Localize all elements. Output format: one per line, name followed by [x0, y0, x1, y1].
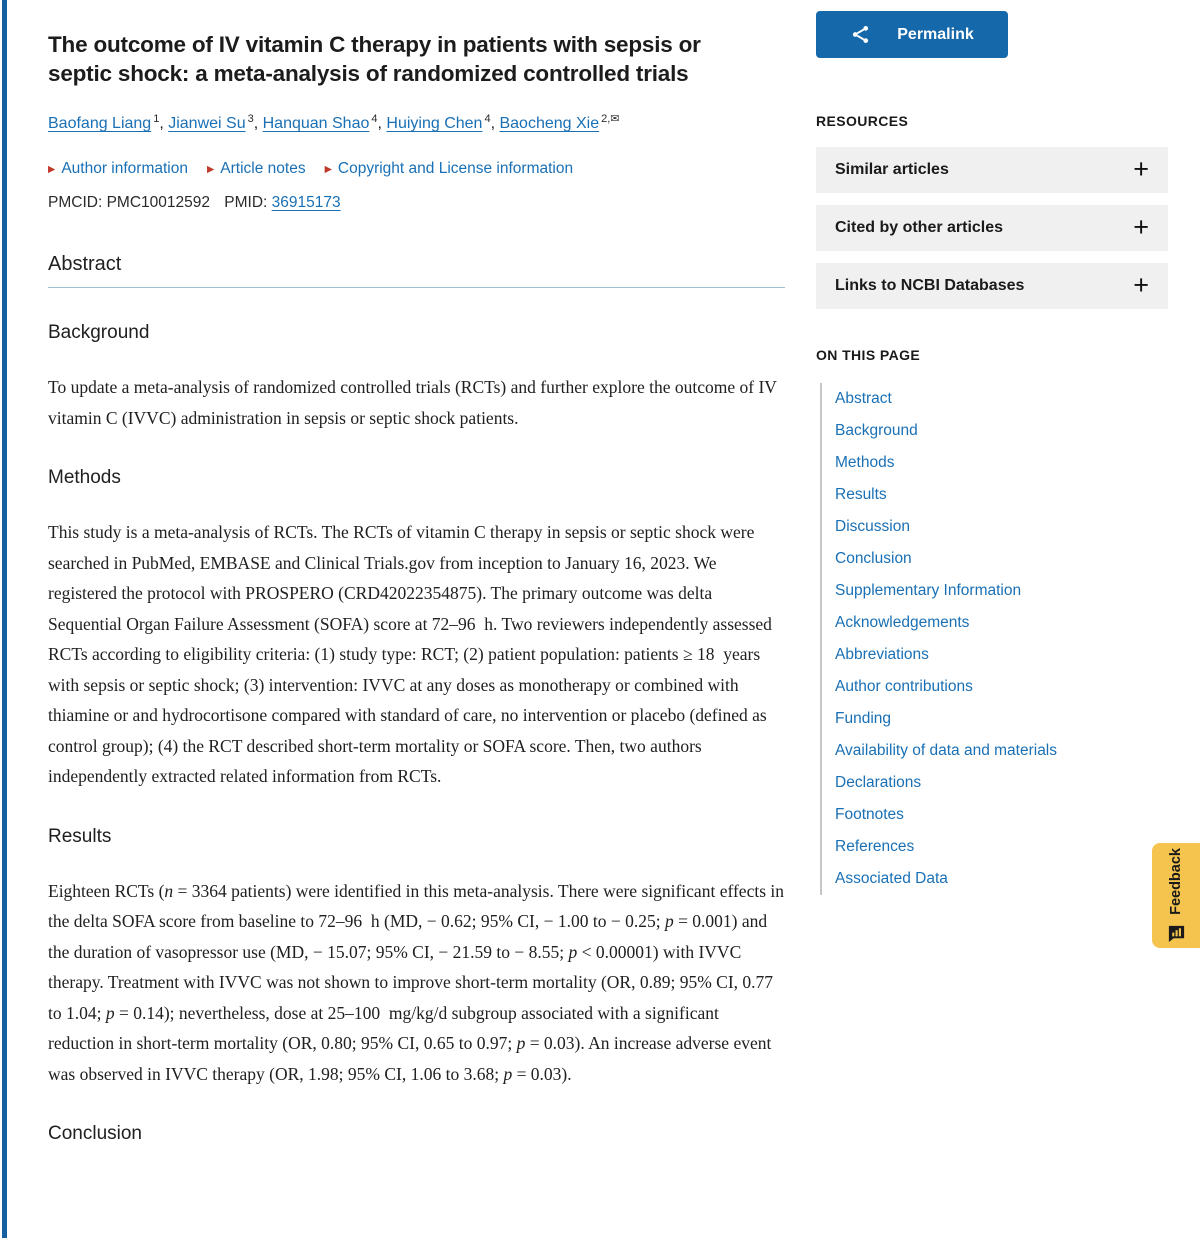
toc-link-abstract[interactable]: Abstract	[835, 390, 892, 407]
article-identifiers	[48, 194, 785, 212]
toc-link-discussion[interactable]: Discussion	[835, 518, 910, 535]
plus-icon: +	[1133, 211, 1149, 242]
author-link[interactable]: Jianwei Su	[168, 115, 246, 133]
author-information-link[interactable]: Author information	[61, 160, 188, 178]
page-accent-bar	[2, 0, 7, 1238]
toc-link-methods[interactable]: Methods	[835, 454, 895, 471]
author: Jianwei Su $^3$,	[168, 113, 263, 133]
author: Huiying Chen $^4$,	[386, 113, 500, 133]
pmcid-value: PMC10012592	[106, 194, 210, 212]
permalink-label: Permalink	[897, 25, 974, 43]
pmid-link[interactable]: 36915173	[271, 194, 341, 212]
article-main	[48, 30, 785, 1145]
toc-item	[835, 639, 1168, 671]
feedback-label: Feedback	[1168, 848, 1184, 915]
pmid-label: PMID:	[224, 194, 272, 212]
permalink-button[interactable]	[816, 11, 1008, 58]
author: Baofang Liang $^1$,	[48, 113, 169, 133]
methods-paragraph: This study is a meta-analysis of RCTs. The RCTs of vitamin C therapy in sepsis or septic shock were searched in PubMed, EMBASE and Clinical Trials.gov from inception to January 16, 2023. We registered the protocol with PROSPERO (CRD42022354875). The primary outcome was delta Sequential Organ Failure Assessment (SOFA) score at 72–96 h. Two reviewers independently assessed RCTs according to eligibility criteria: (1) study type: RCT; (2) patient population: patients ≥ 18 years with sepsis or septic shock; (3) intervention: IVVC at any doses as monotherapy or combined with thiamine or and hydrocortisone compared with standard of care, no intervention or placebo (defined as control group); (4) the RCT described short-term mortality or SOFA score. Then, two authors independently extracted related information from RCTs.	[48, 522, 772, 787]
conclusion-heading: Conclusion	[48, 1123, 142, 1145]
accordion-label: Cited by other articles	[835, 219, 1004, 236]
plus-icon: +	[1133, 269, 1149, 300]
triangle-icon: ▶	[324, 163, 332, 175]
toc-item	[835, 671, 1168, 703]
toc-link-results[interactable]: Results	[835, 486, 887, 503]
toc-item	[835, 831, 1168, 863]
accordion-label: Similar articles	[835, 161, 949, 178]
author-link[interactable]: Baofang Liang	[48, 115, 152, 133]
toc-item	[835, 447, 1168, 479]
author-link[interactable]: Hanquan Shao	[262, 115, 370, 133]
methods-heading: Methods	[48, 467, 121, 489]
toc-item	[835, 479, 1168, 511]
toc-link-supplementary-information[interactable]: Supplementary Information	[835, 582, 1022, 599]
accordion-cited-by[interactable]	[816, 205, 1168, 251]
toc-link-references[interactable]: References	[835, 838, 915, 855]
resources-accordions	[816, 147, 1168, 309]
plus-icon: +	[1133, 153, 1149, 184]
meta-link-item	[207, 160, 306, 178]
accordion-label: Links to NCBI Databases	[835, 277, 1025, 294]
toc-link-acknowledgements[interactable]: Acknowledgements	[835, 614, 970, 631]
toc-item	[835, 415, 1168, 447]
toc-item	[835, 767, 1168, 799]
toc-item	[835, 383, 1168, 415]
results-heading: Results	[48, 825, 112, 847]
background-paragraph: To update a meta-analysis of randomized controlled trials (RCTs) and further explore the outcome of IV vitamin C (IVVC) administration in sepsis or septic shock patients.	[48, 377, 777, 428]
toc-link-author-contributions[interactable]: Author contributions	[835, 678, 973, 695]
accordion-similar-articles[interactable]	[816, 147, 1168, 193]
toc-link-declarations[interactable]: Declarations	[835, 774, 922, 791]
author-link[interactable]: Baocheng Xie	[499, 115, 600, 133]
toc-link-availability[interactable]: Availability of data and materials	[835, 742, 1058, 759]
toc-link-footnotes[interactable]: Footnotes	[835, 806, 904, 823]
toc-item	[835, 799, 1168, 831]
email-icon: ✉	[610, 113, 620, 125]
background-heading: Background	[48, 322, 150, 344]
copyright-license-link[interactable]: Copyright and License information	[337, 160, 574, 178]
meta-link-item	[48, 160, 188, 178]
toc-item	[835, 575, 1168, 607]
toc-link-abbreviations[interactable]: Abbreviations	[835, 646, 929, 663]
meta-link-item	[325, 160, 574, 178]
sidebar	[816, 25, 1168, 1145]
author-link[interactable]: Huiying Chen	[386, 115, 483, 133]
toc-link-conclusion[interactable]: Conclusion	[835, 550, 912, 567]
author-list	[48, 112, 785, 133]
article-title: The outcome of IV vitamin C therapy in patients with sepsis or septic shock: a meta-analysis of randomized controlled trials	[48, 32, 701, 86]
share-icon	[850, 24, 871, 45]
article-meta-links	[48, 160, 785, 178]
toc-link-funding[interactable]: Funding	[835, 710, 892, 727]
pmcid-label: PMCID:	[48, 194, 107, 212]
triangle-icon: ▶	[48, 163, 56, 175]
toc-item	[835, 735, 1168, 767]
toc-item	[835, 543, 1168, 575]
author: Hanquan Shao $^4$,	[262, 113, 387, 133]
accordion-ncbi-links[interactable]	[816, 263, 1168, 309]
feedback-icon	[1167, 924, 1186, 943]
toc-link-associated-data[interactable]: Associated Data	[835, 870, 948, 887]
article-notes-link[interactable]: Article notes	[220, 160, 306, 178]
toc-item	[835, 511, 1168, 543]
triangle-icon: ▶	[206, 163, 215, 175]
results-paragraph: Eighteen RCTs (n = 3364 patients) were identified in this meta-analysis. There were significant effects in the delta SOFA score from baseline to 72–96 h (MD, − 0.62; 95% CI, − 1.00 to − 0.25; p = 0.001) and the duration of vasopressor use (MD, − 15.07; 95% CI, − 21.59 to − 8.55; p < 0.00001) with IVVC therapy. Treatment with IVVC was not shown to improve short-term mortality (OR, 0.89; 95% CI, 0.77 to 1.04; p = 0.14); nevertheless, dose at 25–100 mg/kg/d subgroup associated with a significant reduction in short-term mortality (OR, 0.80; 95% CI, 0.65 to 0.97; p = 0.03). An increase adverse event was observed in IVVC therapy (OR, 1.98; 95% CI, 1.06 to 3.68; p = 0.03).	[48, 880, 784, 1084]
resources-heading: RESOURCES	[816, 113, 909, 129]
abstract-heading: Abstract	[48, 253, 785, 288]
on-this-page-nav	[820, 383, 1168, 895]
toc-item	[835, 703, 1168, 735]
toc-link-background[interactable]: Background	[835, 422, 918, 439]
author: Baocheng Xie $^{2,✉}$	[499, 113, 620, 133]
feedback-button[interactable]	[1152, 843, 1200, 948]
on-this-page-heading: ON THIS PAGE	[816, 347, 921, 363]
toc-item	[835, 863, 1168, 895]
toc-item	[835, 607, 1168, 639]
